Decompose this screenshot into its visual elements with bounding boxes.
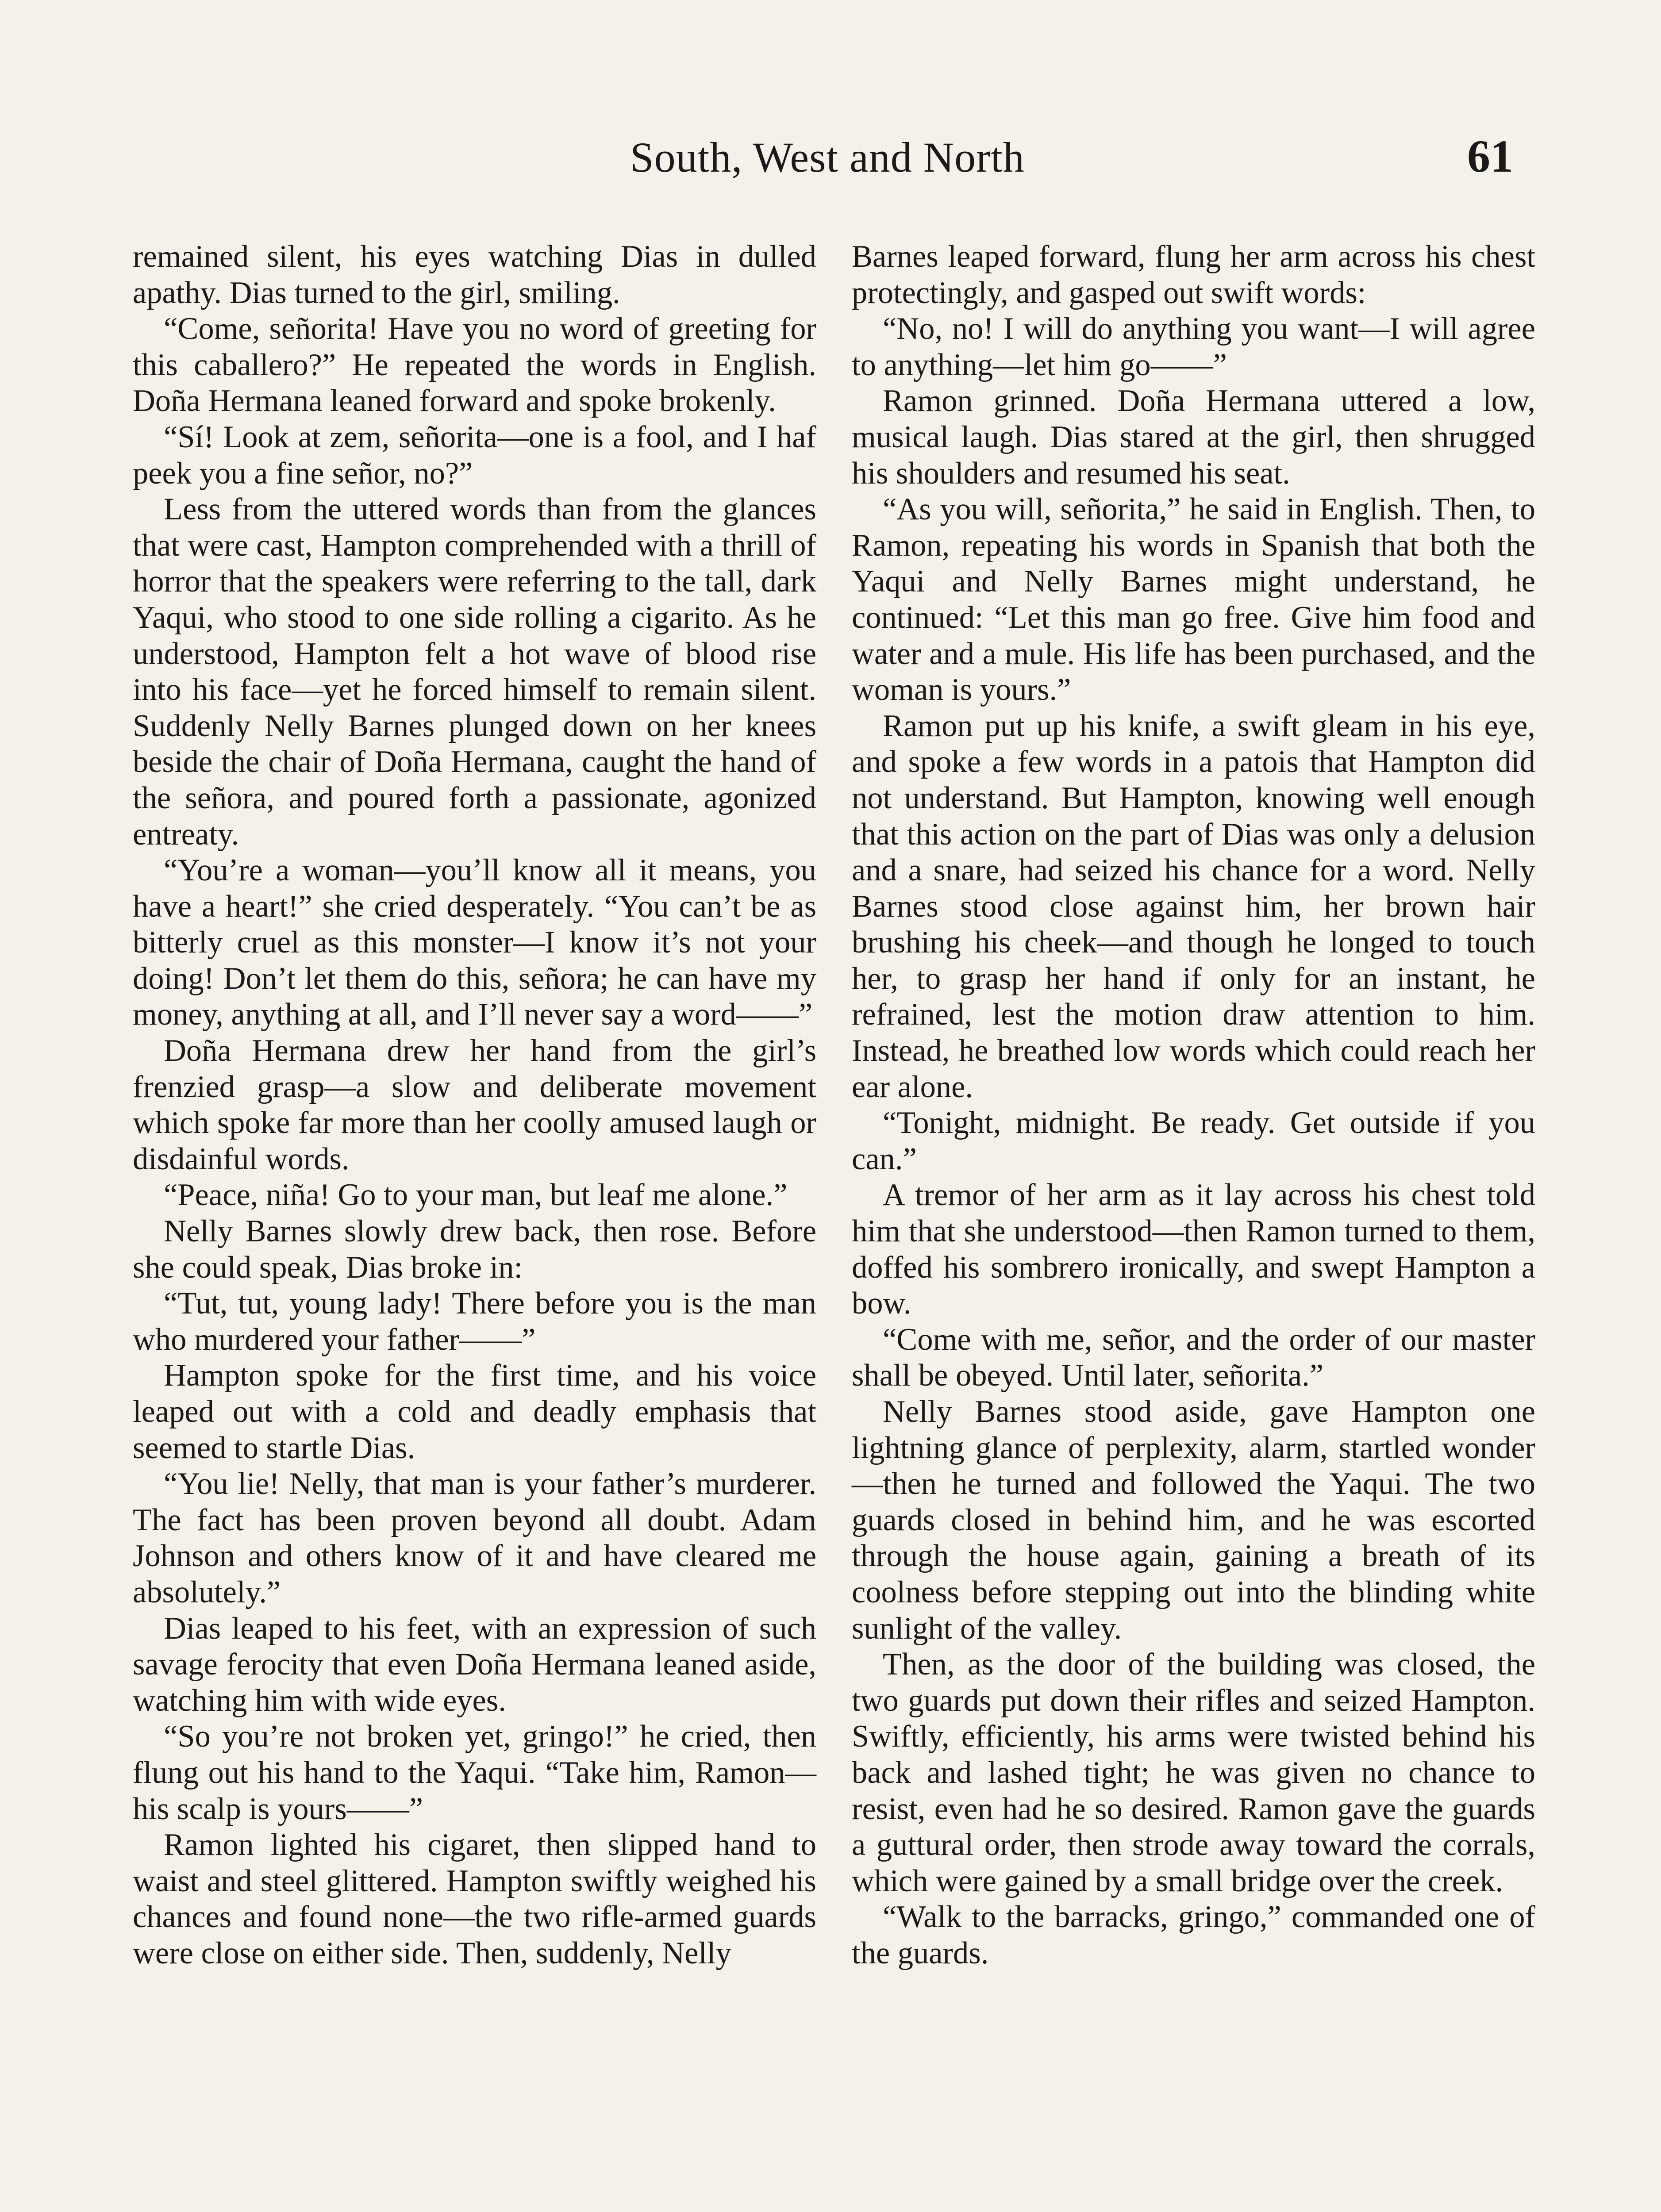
right-column [852, 239, 1535, 1972]
paragraph: Less from the uttered words than from the glances that were cast, Hampton comprehended with a thrill of horror that the speakers were referring to the tall, dark Yaqui, who stood to one side rolling a cigarito. As he understood, Hampton felt a hot wave of blood rise into his face—yet he forced himself to remain silent. Suddenly Nelly Barnes plunged down on her knees beside the chair of Doña Hermana, caught the hand of the señora, and poured forth a passionate, agonized entreaty. [133, 492, 816, 852]
paragraph: Doña Hermana drew her hand from the girl’s frenzied grasp—a slow and deliberate movement which spoke far more than her coolly amused laugh or disdainful words. [133, 1033, 816, 1176]
paragraph: Barnes leaped forward, flung her arm across his chest protectingly, and gasped out swift words: [852, 239, 1535, 310]
paragraph: “Tut, tut, young lady! There before you is the man who murdered your father——” [133, 1286, 816, 1357]
paragraph: “Come with me, señor, and the order of our master shall be obeyed. Until later, señorita.” [852, 1322, 1535, 1393]
paragraph: “Come, señorita! Have you no word of greeting for this caballero?” He repeated the words in English. Doña Hermana leaned forward and spoke brokenly. [133, 311, 816, 419]
paragraph: “You’re a woman—you’ll know all it means, you have a heart!” she cried desperately. “You can’t be as bitterly cruel as this monster—I know it’s not your doing! Don’t let them do this, señora; he can have my money, anything at all, and I’ll never say a word——” [133, 853, 816, 1032]
paragraph: Nelly Barnes slowly drew back, then rose. Before she could speak, Dias broke in: [133, 1214, 816, 1285]
paragraph: “Peace, niña! Go to your man, but leaf me alone.” [164, 1178, 788, 1213]
paragraph: “You lie! Nelly, that man is your father’s murderer. The fact has been proven beyond all doubt. Adam Johnson and others know of it and have cleared me absolutely.” [133, 1467, 816, 1609]
paragraph: Then, as the door of the building was closed, the two guards put down their rifles and seized Hampton. Swiftly, efficiently, his arms were twisted behind his back and lashed tight; he was given no chance to resist, even had he so desired. Ramon gave the guards a guttural order, then strode away toward the corrals, which were gained by a small bridge over the creek. [852, 1647, 1535, 1898]
paragraph: remained silent, his eyes watching Dias in dulled apathy. Dias turned to the girl, smiling. [133, 239, 816, 310]
page-number: 61 [1467, 131, 1513, 182]
paragraph: “So you’re not broken yet, gringo!” he cried, then flung out his hand to the Yaqui. “Take him, Ramon—his scalp is yours——” [133, 1719, 816, 1826]
running-title: South, West and North [630, 134, 1025, 181]
paragraph: Hampton spoke for the first time, and his voice leaped out with a cold and deadly emphasis that seemed to startle Dias. [133, 1358, 816, 1465]
paragraph: “Sí! Look at zem, señorita—one is a fool, and I haf peek you a fine señor, no?” [133, 419, 816, 491]
paragraph: “As you will, señorita,” he said in English. Then, to Ramon, repeating his words in Spanish that both the Yaqui and Nelly Barnes might understand, he continued: “Let this man go free. Give him food and water and a mule. His life has been purchased, and the woman is yours.” [852, 492, 1535, 707]
paragraph: Ramon put up his knife, a swift gleam in his eye, and spoke a few words in a patois that Hampton did not understand. But Hampton, knowing well enough that this action on the part of Dias was only a delusion and a snare, had seized his chance for a word. Nelly Barnes stood close against him, her brown hair brushing his cheek—and though he longed to touch her, to grasp her hand if only for an instant, he refrained, lest the motion draw attention to him. Instead, he breathed low words which could reach her ear alone. [852, 708, 1535, 1104]
paragraph: “Walk to the barracks, gringo,” commanded one of the guards. [852, 1900, 1535, 1970]
paragraph: Nelly Barnes stood aside, gave Hampton one lightning glance of perplexity, alarm, startled wonder—then he turned and followed the Yaqui. The two guards closed in behind him, and he was escorted through the house again, gaining a breath of its coolness before stepping out into the blinding white sunlight of the valley. [852, 1394, 1535, 1646]
paragraph: Dias leaped to his feet, with an expression of such savage ferocity that even Doña Hermana leaned aside, watching him with wide eyes. [133, 1611, 816, 1718]
paragraph: “No, no! I will do anything you want—I will agree to anything—let him go——” [852, 311, 1535, 382]
paragraph: A tremor of her arm as it lay across his chest told him that she understood—then Ramon turned to them, doffed his sombrero ironically, and swept Hampton a bow. [852, 1178, 1535, 1321]
running-head [133, 133, 1522, 195]
paragraph: “Tonight, midnight. Be ready. Get outside if you can.” [852, 1106, 1535, 1176]
paragraph: Ramon lighted his cigaret, then slipped hand to waist and steel glittered. Hampton swiftly weighed his chances and found none—the two rifle-armed guards were close on either side. Then, suddenly, Nelly [133, 1828, 816, 1970]
paragraph: Ramon grinned. Doña Hermana uttered a low, musical laugh. Dias stared at the girl, then shrugged his shoulders and resumed his seat. [852, 384, 1535, 491]
left-column [133, 239, 816, 1972]
